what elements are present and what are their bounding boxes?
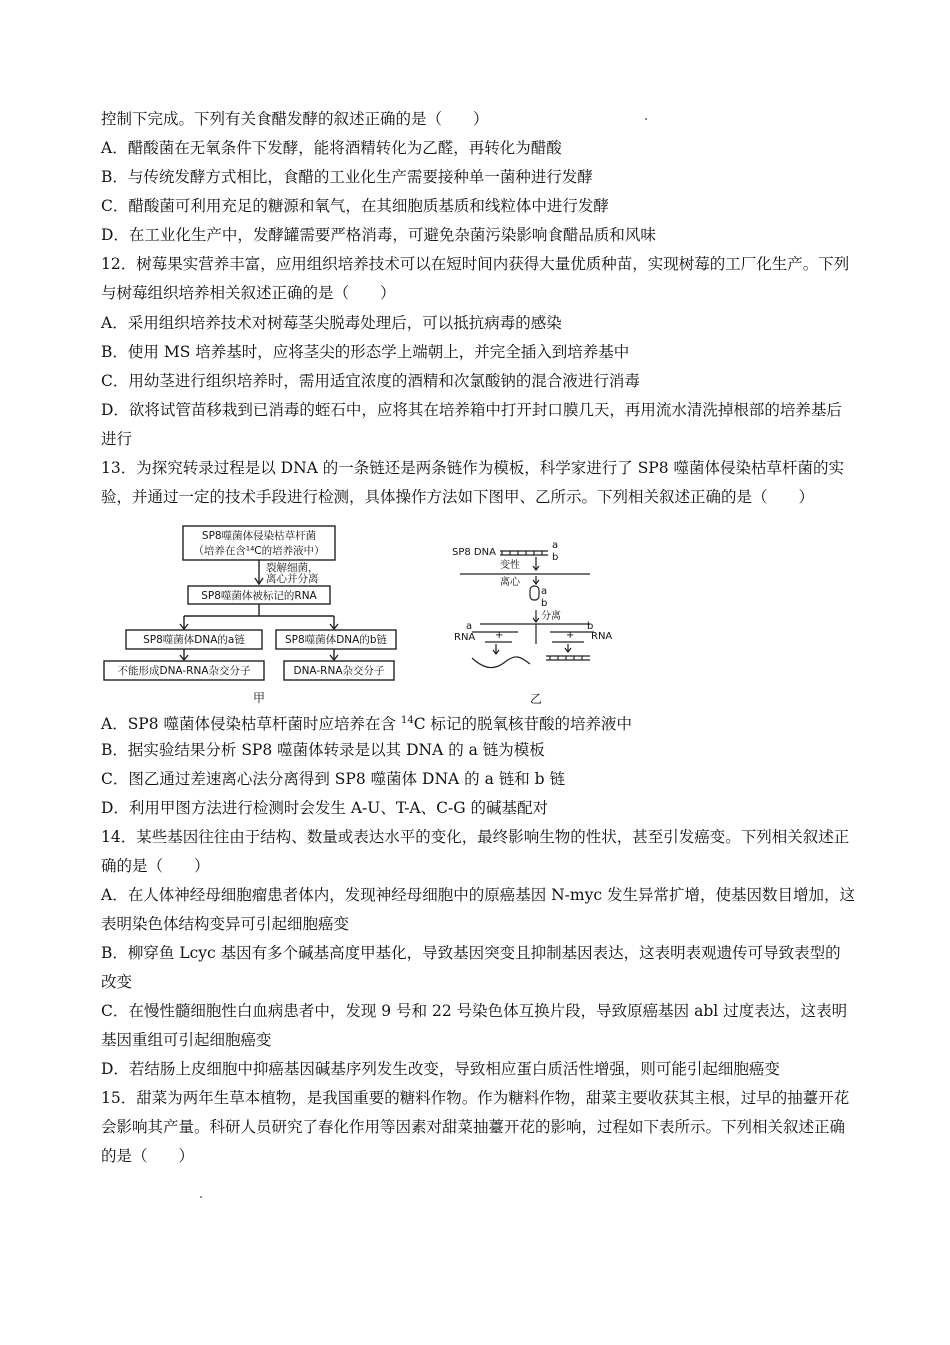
q11-option-d: D．在工业化生产中，发酵罐需要严格消毒，可避免杂菌污染影响食醋品质和风味: [101, 226, 656, 244]
q14-option-c: C．在慢性髓细胞性白血病患者中，发现 9 号和 22 号染色体互换片段，导致原癌基因 abl 过度表达，这表明基因重组可引起细胞癌变: [101, 1002, 848, 1049]
q13-option-a-pre: A．SP8 噬菌体侵染枯草杆菌时应培养在含: [101, 715, 401, 734]
yi-tube-a: a: [541, 586, 548, 597]
q15-stem: 15．甜菜为两年生草本植物，是我国重要的糖料作物。作为糖料作物，甜菜主要收获其主根，过早的抽薹开花会影响其产量。科研人员研究了春化作用等因素对甜菜抽薹开花的影响，过程如下表所示。下列相关叙述正确的是（ ）: [101, 1089, 850, 1165]
q11-stem-tail: 控制下完成。下列有关食醋发酵的叙述正确的是（ ）: [101, 110, 489, 128]
jia-step1-line2: 离心并分离: [266, 573, 319, 585]
q13-option-c: C．图乙通过差速离心法分离得到 SP8 噬菌体 DNA 的 a 链和 b 链: [101, 770, 566, 788]
q13-stem: 13．为探究转录过程是以 DNA 的一条链还是两条链作为模板，科学家进行了 SP8 噬菌体侵染枯草杆菌的实验，并通过一定的技术手段进行检测，具体操作方法如下图甲、乙所示。下列相关叙述正确的是（ ）: [101, 459, 845, 506]
q12-option-c: C．用幼茎进行组织培养时，需用适宜浓度的酒精和次氯酸钠的混合液进行消毒: [101, 372, 640, 390]
q14-option-b: B．柳穿鱼 Lcyc 基因有多个碱基高度甲基化，导致基因突变且抑制基因表达，这表明表观遗传可导致表型的改变: [101, 944, 841, 991]
q12-option-d: D．欲将试管苗移栽到已消毒的蛭石中，应将其在培养箱中打开封口膜几天，再用流水清洗掉根部的培养基后进行: [101, 401, 842, 448]
q13-figure-svg: [100, 518, 640, 708]
q13-option-d: D．利用甲图方法进行检测时会发生 A-U、T-A、C-G 的碱基配对: [101, 799, 549, 817]
yi-label-a: a: [552, 540, 559, 551]
q12-option-b: B．使用 MS 培养基时，应将茎尖的形态学上端朝上，并完全插入到培养基中: [101, 343, 630, 361]
q14-option-a: A．在人体神经母细胞瘤患者体内，发现神经母细胞中的原癌基因 N-myc 发生异常扩增，使基因数目增加，这表明染色体结构变异可引起细胞癌变: [101, 886, 855, 933]
speck: [645, 118, 647, 120]
jia-step1-line1: 裂解细菌，: [266, 562, 319, 574]
yi-caption: 乙: [529, 692, 543, 706]
speck: [200, 1196, 202, 1198]
q13-option-a: [101, 710, 632, 735]
q12-option-a: A．采用组织培养技术对树莓茎尖脱毒处理后，可以抵抗病毒的感染: [101, 314, 562, 332]
yi-plus-right: +: [566, 630, 575, 641]
yi-step-separate: 分离: [541, 611, 561, 622]
yi-strand-b: b: [587, 621, 594, 632]
yi-tube-b: b: [541, 598, 548, 609]
q12-stem: 12．树莓果实营养丰富，应用组织培养技术可以在短时间内获得大量优质种苗，实现树莓的工厂化生产。下列与树莓组织培养相关叙述正确的是（ ）: [101, 255, 850, 302]
jia-box1-line1: SP8噬菌体侵染枯草杆菌: [201, 530, 317, 542]
q11-option-c: C．醋酸菌可利用充足的糖源和氧气，在其细胞质基质和线粒体中进行发酵: [101, 197, 609, 215]
jia-box4-label: SP8噬菌体DNA的b链: [285, 634, 387, 646]
yi-dna-label: SP8 DNA: [452, 547, 496, 558]
q13-option-a-sup: 14: [400, 715, 414, 726]
yi-label-b: b: [552, 552, 559, 563]
jia-box3-label: SP8噬菌体DNA的a链: [143, 634, 245, 646]
yi-step-denature: 变性: [500, 560, 520, 571]
jia-box6-label: DNA-RNA杂交分子: [293, 665, 385, 677]
jia-box5-label: 不能形成DNA-RNA杂交分子: [117, 665, 251, 677]
q14-option-d: D．若结肠上皮细胞中抑癌基因碱基序列发生改变，导致相应蛋白质活性增强，则可能引起细胞癌变: [101, 1060, 780, 1078]
q13-option-a-post: C 标记的脱氧核苷酸的培养液中: [413, 715, 632, 734]
yi-strand-a: a: [466, 621, 473, 632]
q11-option-a: A．醋酸菌在无氧条件下发酵，能将酒精转化为乙醛，再转化为醋酸: [101, 139, 562, 157]
yi-step-centrifuge: 离心: [500, 577, 520, 588]
jia-box1-line2: （培养在含¹⁴C的培养液中）: [193, 545, 325, 557]
jia-caption: 甲: [252, 691, 266, 705]
q13-figure: [100, 518, 640, 708]
yi-rna-left: RNA: [454, 632, 476, 643]
q13-option-b: B．据实验结果分析 SP8 噬菌体转录是以其 DNA 的 a 链为模板: [101, 741, 545, 759]
q14-stem: 14．某些基因往往由于结构、数量或表达水平的变化，最终影响生物的性状，甚至引发癌变。下列相关叙述正确的是（ ）: [101, 828, 850, 875]
jia-box2-label: SP8噬菌体被标记的RNA: [201, 590, 317, 602]
q11-option-b: B．与传统发酵方式相比，食醋的工业化生产需要接种单一菌种进行发酵: [101, 168, 593, 186]
yi-plus-left: +: [495, 630, 504, 641]
yi-rna-right: RNA: [591, 631, 613, 642]
